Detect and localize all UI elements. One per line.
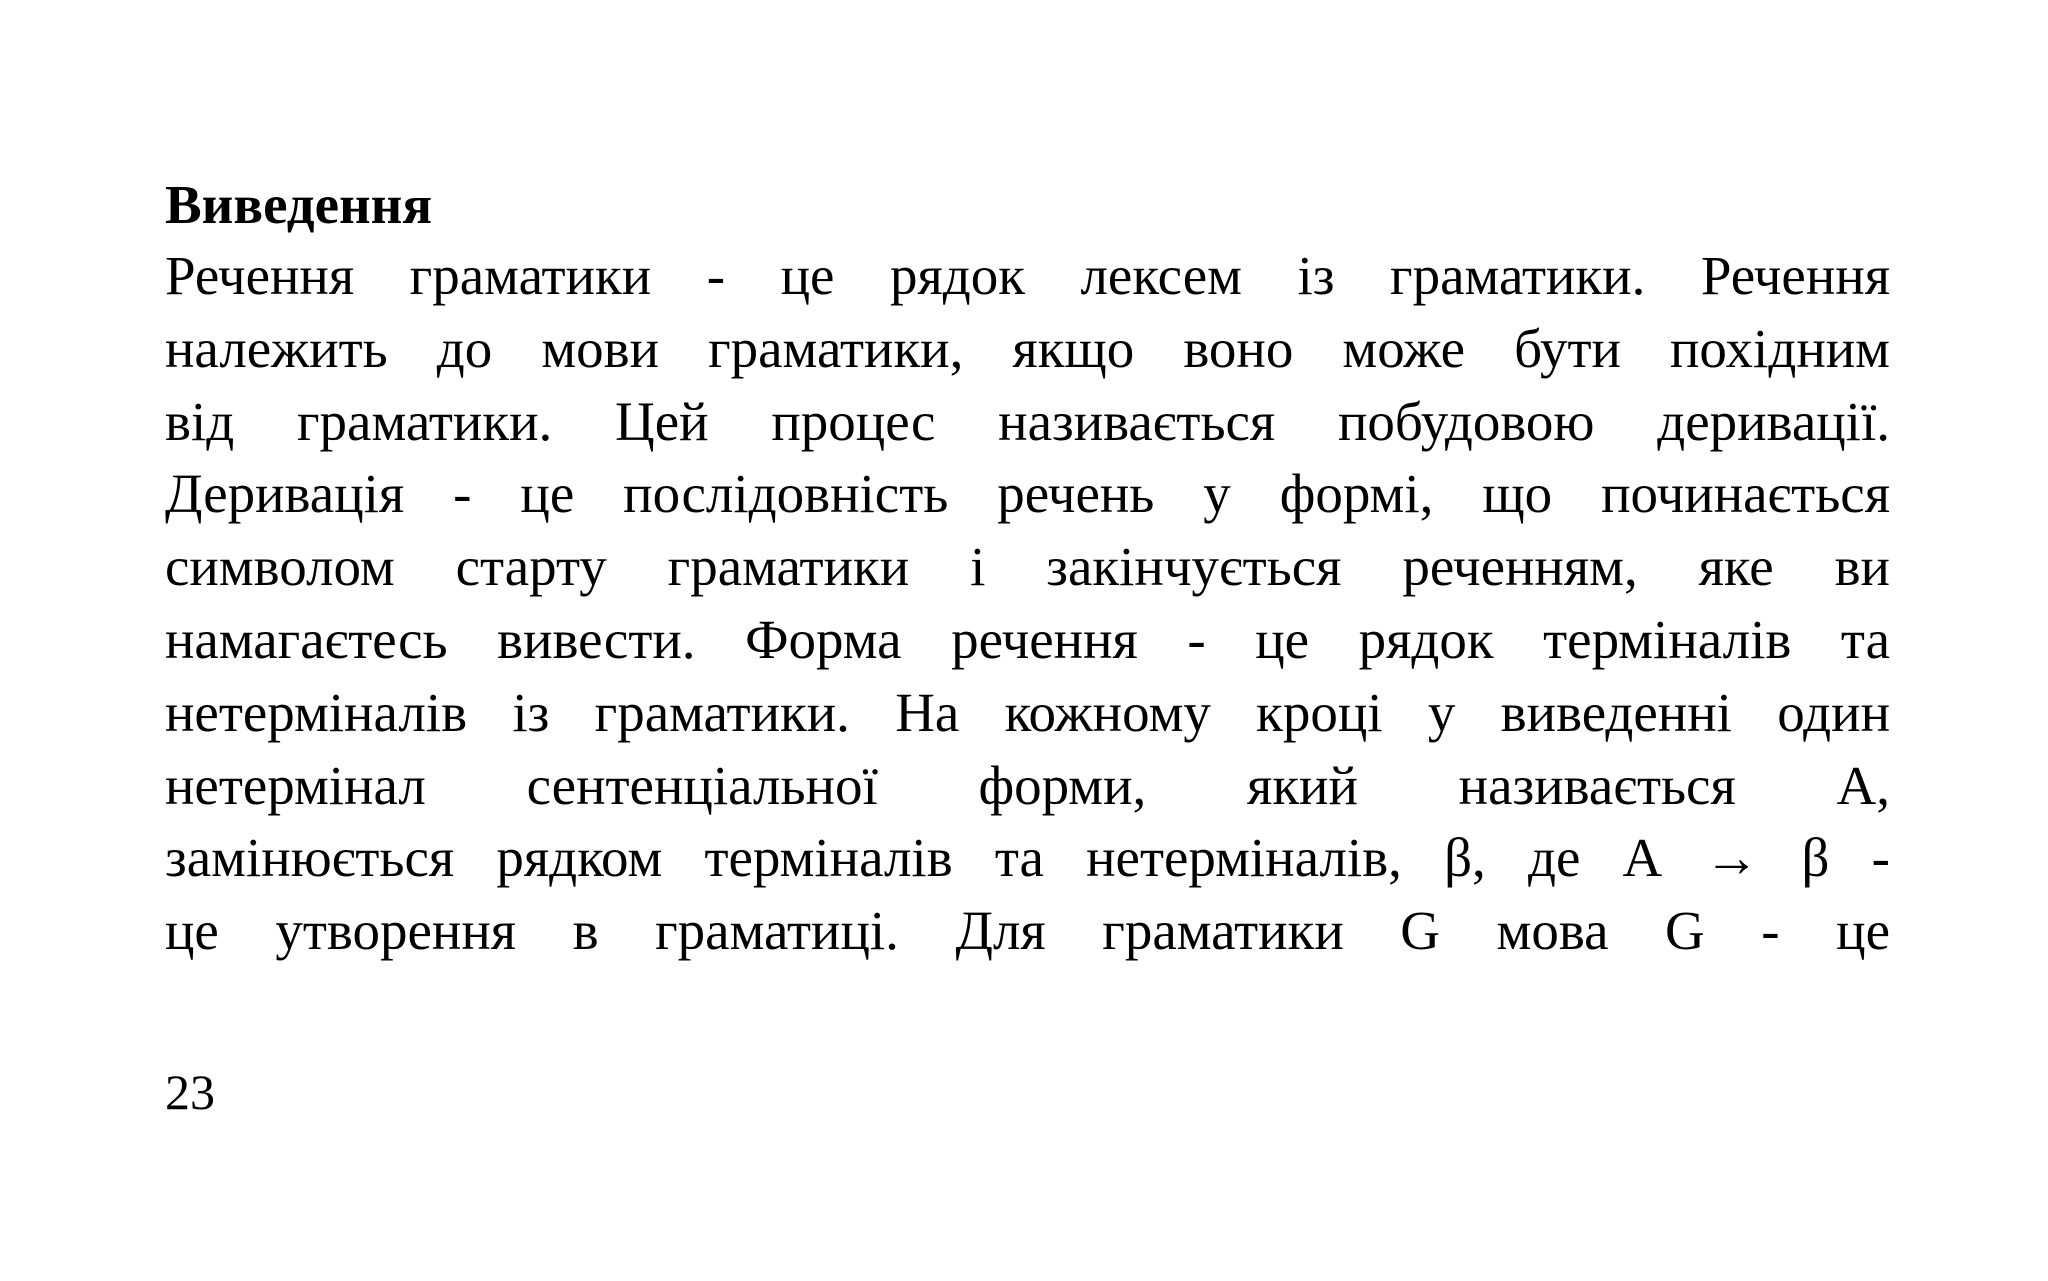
paragraph-line: замінюється рядком терміналів та нетерміналів, β, де А → β - [165, 827, 1890, 889]
paragraph-line: нетермінал сентенціальної форми, який називається А, [165, 754, 1890, 816]
paragraph-line: нетерміналів із граматики. На кожному кроці у виведенні один [165, 681, 1890, 743]
paragraph-line: це утворення в граматиці. Для граматики G мова G - це [165, 900, 1890, 962]
paragraph-line: належить до мови граматики, якщо воно може бути похідним [165, 317, 1890, 379]
paragraph-line: символом старту граматики і закінчується реченням, яке ви [165, 536, 1890, 598]
paragraph-line: Деривація - це послідовність речень у формі, що починається [165, 463, 1890, 525]
section-heading: Виведення [165, 174, 433, 235]
paragraph-line: від граматики. Цей процес називається побудовою деривації. [165, 390, 1890, 452]
paragraph-line: намагаєтесь вивести. Форма речення - це рядок терміналів та [165, 608, 1890, 670]
body-paragraph [165, 240, 1890, 968]
page-number: 23 [165, 1064, 215, 1120]
paragraph-line: Речення граматики - це рядок лексем із граматики. Речення [165, 245, 1890, 306]
